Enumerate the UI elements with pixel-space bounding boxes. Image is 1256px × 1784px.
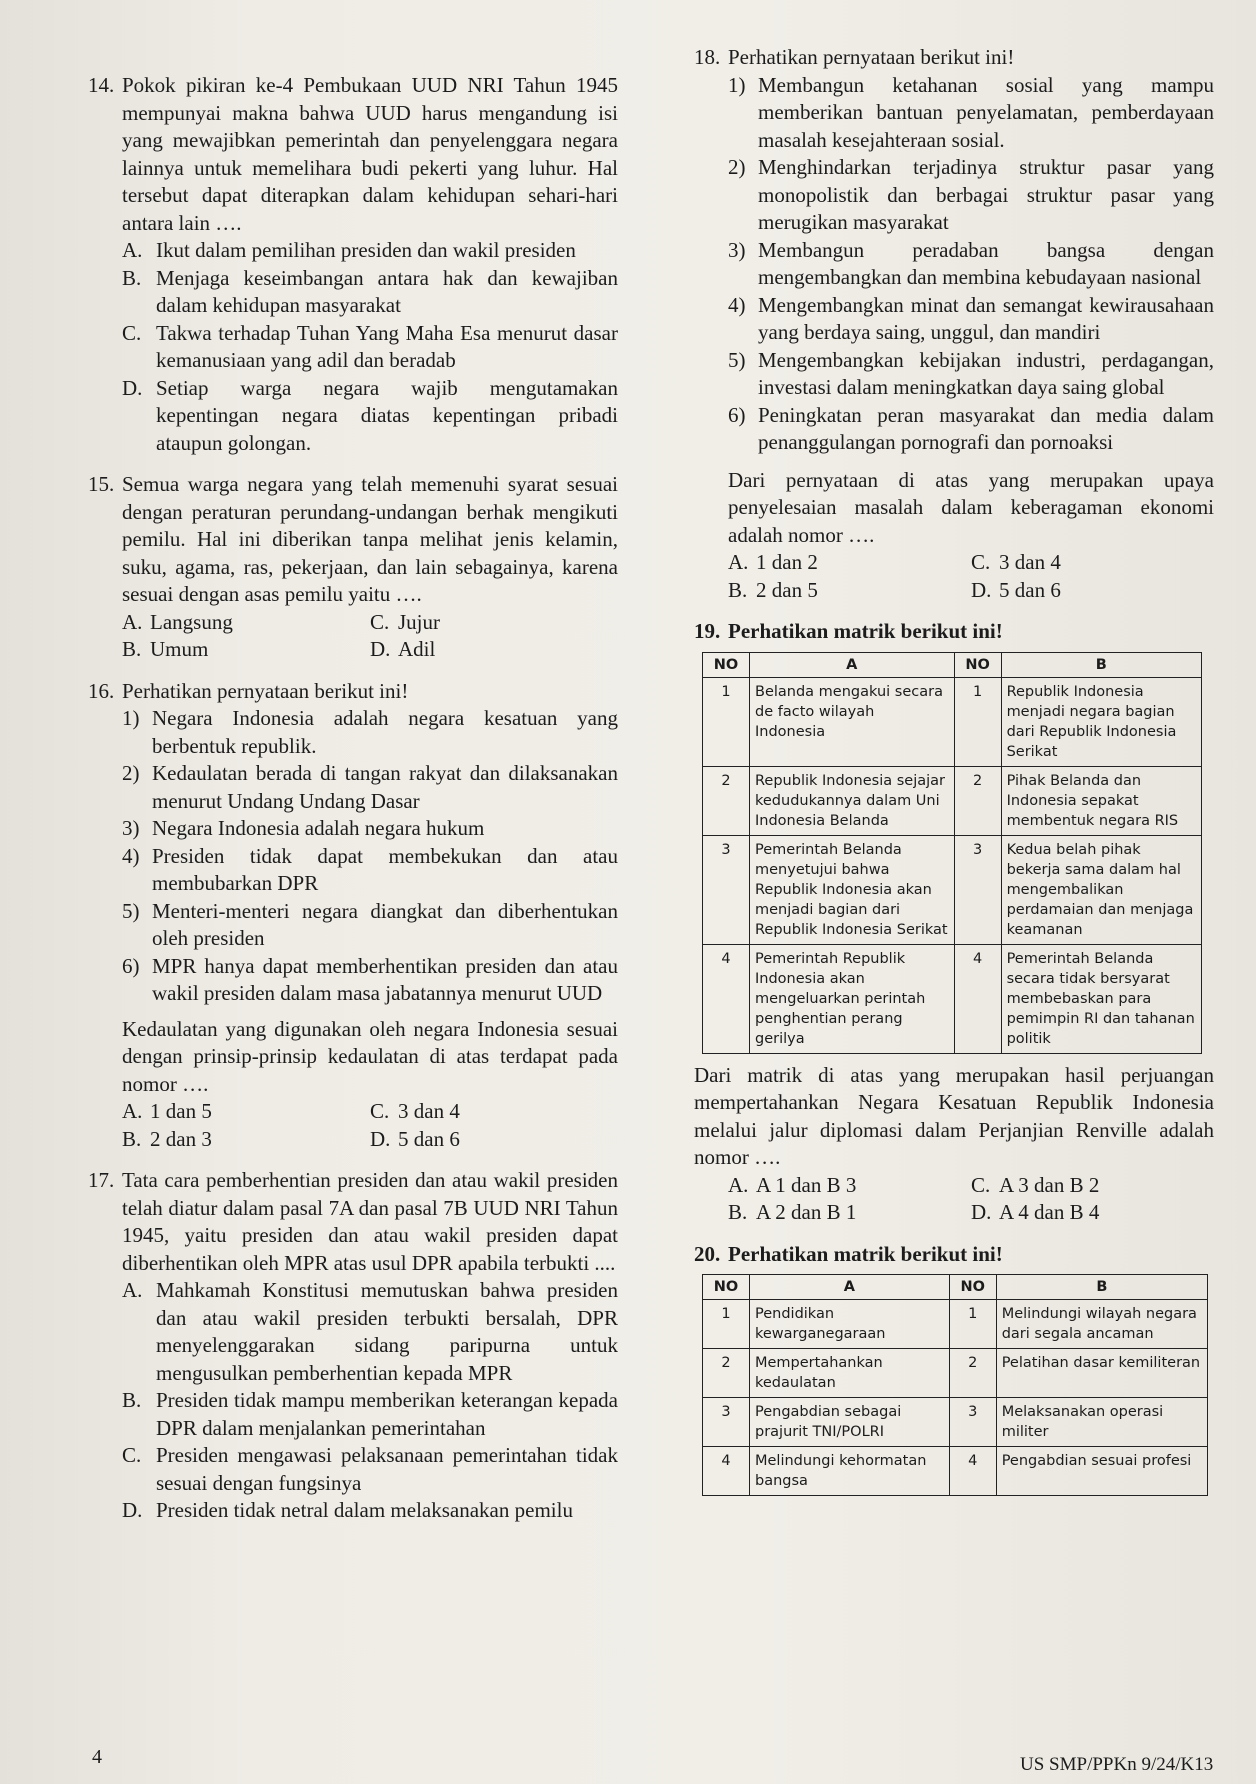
- statement-item: 1) Negara Indonesia adalah negara kesatuan yang berbentuk republik.: [122, 706, 618, 758]
- option-b[interactable]: B. Menjaga keseimbangan antara hak dan kewajiban dalam kehidupan masyarakat: [122, 265, 618, 317]
- question-18: [694, 44, 1214, 604]
- statement-item: 3) Membangun peradaban bangsa dengan mengembangkan dan membina kebudayaan nasional: [728, 237, 1214, 289]
- options-row: [122, 636, 618, 664]
- options-row: [728, 577, 1214, 605]
- options-row: [728, 549, 1214, 577]
- statement-item: 6) Peningkatan peran masyarakat dan media dalam penanggulangan pornografi dan pornoaksi: [728, 402, 1214, 454]
- option-d[interactable]: D. Adil: [370, 637, 436, 661]
- question-text: Dari pernyataan di atas yang merupakan upaya penyelesaian masalah dalam keberagaman ekonomi adalah nomor ….: [728, 467, 1214, 547]
- table-row: 1 Pendidikan kewarganegaraan 1 Melindungi wilayah negara dari segala ancaman: [703, 1300, 1208, 1349]
- question-17: [88, 1167, 618, 1525]
- statement-item: 4) Presiden tidak dapat membekukan dan atau membubarkan DPR: [122, 843, 618, 895]
- page-number: 4: [92, 1746, 102, 1768]
- option-c[interactable]: C. A 3 dan B 2: [971, 1172, 1100, 1197]
- options-list: [88, 1277, 618, 1525]
- question-number: 20.: [694, 1241, 721, 1266]
- table-row: 3 Pemerintah Belanda menyetujui bahwa Republik Indonesia akan menjadi bagian dari Republik Indonesia Serikat 3 Kedua belah pihak bekerja sama dalam hal mengembalikan perdamaian dan menjaga keamanan: [703, 835, 1202, 944]
- options-list: [88, 237, 618, 457]
- option-a[interactable]: A. 1 dan 2: [728, 550, 818, 574]
- option-d[interactable]: D. 5 dan 6: [370, 1126, 460, 1151]
- statement-item: 1) Membangun ketahanan sosial yang mampu memberikan bantuan penyelamatan, pemberdayaan masalah kesejahteraan sosial.: [728, 72, 1214, 152]
- question-15: [88, 471, 618, 664]
- matrix-table: [702, 652, 1202, 1054]
- option-c[interactable]: C. 3 dan 4: [370, 1099, 460, 1123]
- question-intro: Perhatikan matrik berikut ini!: [728, 619, 1003, 643]
- question-20: [694, 1241, 1214, 1497]
- statement-item: 3) Negara Indonesia adalah negara hukum: [122, 816, 485, 840]
- option-b[interactable]: B. A 2 dan B 1: [728, 1200, 857, 1224]
- question-number: 18.: [694, 45, 721, 69]
- option-d[interactable]: D. 5 dan 6: [971, 577, 1061, 602]
- right-column: [694, 44, 1214, 1510]
- question-number: 16.: [88, 678, 115, 703]
- options-row: [728, 1172, 1214, 1200]
- option-a[interactable]: A. Ikut dalam pemilihan presiden dan wakil presiden: [122, 238, 576, 262]
- left-column: [88, 72, 618, 1539]
- question-number: 15.: [88, 472, 115, 496]
- option-c[interactable]: C. Jujur: [370, 609, 440, 634]
- question-14: [88, 72, 618, 457]
- question-number: 17.: [88, 1168, 115, 1192]
- question-number: 14.: [88, 73, 115, 97]
- option-a[interactable]: A. Langsung: [122, 609, 233, 634]
- option-c[interactable]: C. Takwa terhadap Tuhan Yang Maha Esa menurut dasar kemanusiaan yang adil dan beradab: [122, 320, 618, 372]
- table-row: 4 Melindungi kehormatan bangsa 4 Pengabdian sesuai profesi: [703, 1447, 1208, 1496]
- statement-item: 6) MPR hanya dapat memberhentikan presiden dan atau wakil presiden dalam masa jabatannya menurut UUD: [122, 953, 618, 1005]
- option-b[interactable]: B. Presiden tidak mampu memberikan keterangan kepada DPR dalam menjalankan pemerintahan: [122, 1388, 618, 1440]
- option-a[interactable]: A. 1 dan 5: [122, 1099, 212, 1123]
- question-intro: Perhatikan pernyataan berikut ini!: [122, 678, 409, 703]
- options-row: [122, 1126, 618, 1154]
- question-text: Semua warga negara yang telah memenuhi syarat sesuai dengan peraturan perundang-undangan berhak mengikuti pemilu. Hal ini diberikan tanpa melihat jenis kelamin, suku, agama, ras, pekerjaan, dan lain sebagainya, karena sesuai dengan asas pemilu yaitu ….: [122, 472, 618, 606]
- options-row: [122, 1098, 618, 1126]
- statement-item: 5) Mengembangkan kebijakan industri, perdagangan, investasi dalam meningkatkan daya saing global: [728, 347, 1214, 399]
- table-row: 2 Republik Indonesia sejajar kedudukannya dalam Uni Indonesia Belanda 2 Pihak Belanda dan Indonesia sepakat membentuk negara RIS: [703, 766, 1202, 835]
- matrix-table: [702, 1274, 1208, 1496]
- option-a[interactable]: A. Mahkamah Konstitusi memutuskan bahwa presiden dan atau wakil presiden terbukti bersalah, DPR menyelenggarakan sidang paripurna untuk mengusulkan pemberhentian kepada MPR: [122, 1278, 618, 1385]
- option-d[interactable]: D. A 4 dan B 4: [971, 1200, 1100, 1224]
- statement-item: 4) Mengembangkan minat dan semangat kewirausahaan yang berdaya saing, unggul, dan mandiri: [728, 292, 1214, 344]
- table-row: 4 Pemerintah Republik Indonesia akan mengeluarkan perintah penghentian perang gerilya 4 Pemerintah Belanda secara tidak bersyarat membebaskan para pemimpin RI dan tahanan politik: [703, 944, 1202, 1053]
- question-number: 19.: [694, 619, 721, 643]
- option-d[interactable]: D. Setiap warga negara wajib mengutamakan kepentingan negara diatas kepentingan pribadi ataupun golongan.: [122, 375, 618, 455]
- option-c[interactable]: C. Presiden mengawasi pelaksanaan pemerintahan tidak sesuai dengan fungsinya: [122, 1443, 618, 1495]
- question-text: Tata cara pemberhentian presiden dan atau wakil presiden telah diatur dalam pasal 7A dan pasal 7B UUD NRI Tahun 1945, yaitu presiden dan atau wakil presiden dapat diberhentikan oleh MPR atas usul DPR apabila terbukti ....: [122, 1168, 618, 1275]
- exam-code: US SMP/PPKn 9/24/K13: [1020, 1754, 1214, 1775]
- options-row: [728, 1199, 1214, 1227]
- option-b[interactable]: B. Umum: [122, 637, 209, 661]
- question-intro: Perhatikan matrik berikut ini!: [728, 1241, 1003, 1266]
- table-header: NO A NO B: [703, 1275, 1208, 1300]
- statement-item: 5) Menteri-menteri negara diangkat dan diberhentukan oleh presiden: [122, 898, 618, 950]
- option-d[interactable]: D. Presiden tidak netral dalam melaksanakan pemilu: [122, 1498, 573, 1522]
- statement-item: 2) Kedaulatan berada di tangan rakyat dan dilaksanakan menurut Undang Undang Dasar: [122, 761, 618, 813]
- table-row: 2 Mempertahankan kedaulatan 2 Pelatihan dasar kemiliteran: [703, 1349, 1208, 1398]
- table-row: 3 Pengabdian sebagai prajurit TNI/POLRI 3 Melaksanakan operasi militer: [703, 1398, 1208, 1447]
- table-row: 1 Belanda mengakui secara de facto wilayah Indonesia 1 Republik Indonesia menjadi negara bagian dari Republik Indonesia Serikat: [703, 677, 1202, 766]
- option-b[interactable]: B. 2 dan 3: [122, 1126, 212, 1151]
- question-16: [88, 678, 618, 1154]
- question-text: Dari matrik di atas yang merupakan hasil perjuangan mempertahankan Negara Kesatuan Republik Indonesia melalui jalur diplomasi dalam Perjanjian Renville adalah nomor ….: [694, 1062, 1214, 1169]
- options-row: [122, 609, 618, 637]
- option-c[interactable]: C. 3 dan 4: [971, 550, 1061, 574]
- option-b[interactable]: B. 2 dan 5: [728, 577, 818, 602]
- question-text: Kedaulatan yang digunakan oleh negara Indonesia sesuai dengan prinsip-prinsip kedaulatan di atas terdapat pada nomor ….: [122, 1016, 618, 1096]
- table-header: NO A NO B: [703, 652, 1202, 677]
- option-a[interactable]: A. A 1 dan B 3: [728, 1172, 857, 1197]
- question-19: [694, 618, 1214, 1227]
- question-intro: Perhatikan pernyataan berikut ini!: [728, 45, 1015, 69]
- statement-item: 2) Menghindarkan terjadinya struktur pasar yang monopolistik dan berbagai struktur pasar yang merugikan masyarakat: [728, 155, 1214, 234]
- question-text: Pokok pikiran ke-4 Pembukaan UUD NRI Tahun 1945 mempunyai makna bahwa UUD harus mengandung isi yang mewajibkan pemerintah dan penyelenggara negara lainnya untuk memelihara budi pekerti yang luhur. Hal tersebut dapat diterapkan dalam kehidupan sehari-hari antara lain ….: [122, 73, 618, 235]
